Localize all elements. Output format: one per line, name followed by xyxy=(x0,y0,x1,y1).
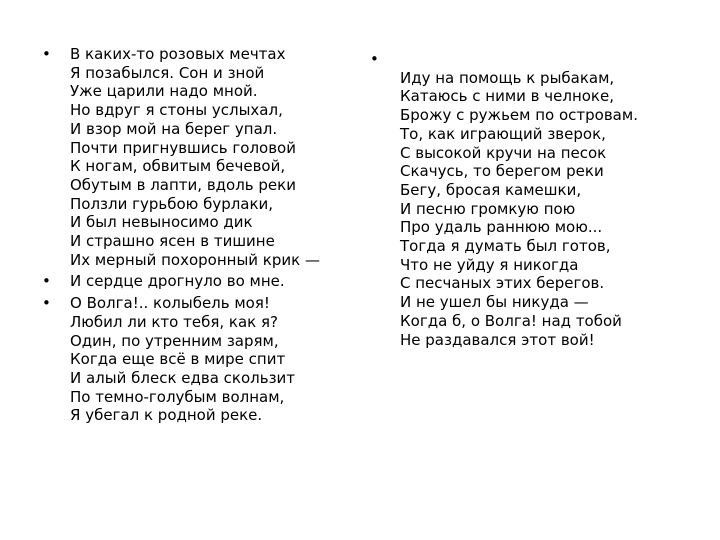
poem-line: Но вдруг я стоны услыхал, xyxy=(70,101,283,120)
poem-line: И взор мой на берег упал. xyxy=(70,119,278,138)
poem-line: Про удаль раннюю мою... xyxy=(400,218,603,237)
stanza-lines xyxy=(70,272,362,291)
poem-line: Брожу с ружьем по островам. xyxy=(400,106,638,125)
poem-line: В каких-то розовых мечтах xyxy=(70,45,286,63)
poem-line: Когда б, о Волга! над тобой xyxy=(400,311,622,330)
poem-line: Почти пригнувшись головой xyxy=(70,138,296,157)
poem-line: Катаюсь с ними в челноке, xyxy=(400,87,614,106)
bullet-icon: • xyxy=(42,272,51,291)
poem-line: Один, по утренним зарям, xyxy=(70,331,279,350)
poem-line: То, как играющий зверок, xyxy=(400,124,606,143)
poem-stanza xyxy=(370,50,670,349)
poem-line: С песчаных этих берегов. xyxy=(400,274,605,293)
poem-stanza xyxy=(42,45,362,269)
poem-line: К ногам, обвитым бечевой, xyxy=(70,157,286,176)
poem-line: С высокой кручи на песок xyxy=(400,143,607,162)
poem-line: Что не уйду я никогда xyxy=(400,255,579,274)
poem-line: Иду на помощь к рыбакам, xyxy=(400,68,615,87)
poem-line: Когда еще всё в мире спит xyxy=(70,350,286,369)
bullet-icon: • xyxy=(42,45,51,63)
poem-line: Скачусь, то берегом реки xyxy=(400,162,604,181)
poem-line: Ползли гурьбою бурлаки, xyxy=(70,194,274,213)
poem-line: И был невыносимо дик xyxy=(70,213,253,232)
poem-line: Я убегал к родной реке. xyxy=(70,406,263,425)
poem-line: И сердце дрогнуло во мне. xyxy=(70,272,285,291)
poem-stanza xyxy=(42,272,362,291)
poem-line: По темно-голубым волнам, xyxy=(70,387,285,406)
poem-line: Их мерный похоронный крик — xyxy=(70,250,320,269)
poem-line: Уже царили надо мной. xyxy=(70,82,258,101)
stanza-lines xyxy=(70,294,362,425)
stanza-lines xyxy=(70,45,362,269)
poem-line: Не раздавался этот вой! xyxy=(400,330,595,349)
poem-line: Тогда я думать был готов, xyxy=(400,237,611,256)
bullet-icon: • xyxy=(370,50,379,68)
poem-right-column xyxy=(370,50,670,349)
poem-left-column xyxy=(42,45,362,425)
poem-line: О Волга!.. колыбель моя! xyxy=(70,294,270,313)
poem-line: И не ушел бы никуда — xyxy=(400,293,589,312)
poem-line: Обутым в лапти, вдоль реки xyxy=(70,175,296,194)
poem-line: И алый блеск едва скользит xyxy=(70,368,296,387)
stanza-lines xyxy=(400,50,670,349)
poem-line: И страшно ясен в тишине xyxy=(70,232,275,251)
poem-line: Любил ли кто тебя, как я? xyxy=(70,312,278,331)
poem-stanza xyxy=(42,294,362,425)
poem-line: Бегу, бросая камешки, xyxy=(400,180,582,199)
bullet-icon: • xyxy=(42,294,51,313)
poem-line: И песню громкую пою xyxy=(400,199,576,218)
poem-line: Я позабылся. Сон и зной xyxy=(70,63,265,82)
